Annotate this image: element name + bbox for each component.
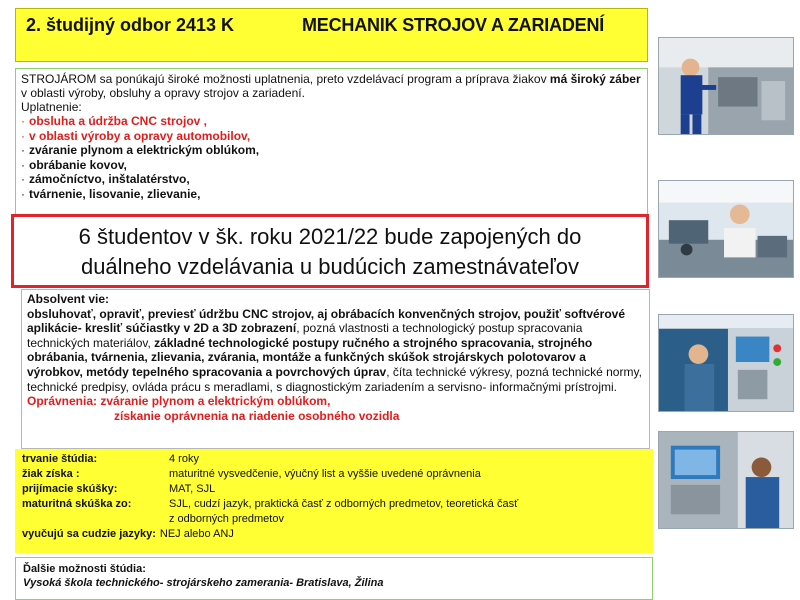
list-item: · zváranie plynom a elektrickým oblúkom, <box>21 143 260 158</box>
photo-control-panel <box>658 314 794 412</box>
graduate-section <box>21 289 650 449</box>
photo-workshop-student <box>658 180 794 278</box>
uplatnenie-label: Uplatnenie: <box>21 100 82 114</box>
photo-engineer-machine <box>658 431 794 529</box>
program-number: 2. študijný odbor 2413 K <box>26 15 235 35</box>
dual-line-2: duálneho vzdelávania u budúcich zamestnávateľov <box>80 254 580 279</box>
photo-cnc-operator <box>658 37 794 135</box>
dual-education-banner <box>11 214 649 288</box>
program-name: MECHANIK STROJOV A ZARIADENÍ <box>302 15 605 35</box>
info-row: vyučujú sa cudzie jazyky: NEJ alebo ANJ <box>22 528 234 540</box>
graduate-heading: Absolvent vie: <box>27 292 110 306</box>
intro-section <box>15 68 648 216</box>
intro-text: STROJÁROM sa ponúkajú široké možnosti uplatnenia, preto vzdelávací program a príprava žiakov má široký záber v oblasti výroby, obsluhy a opravy strojov a zariadení. <box>21 72 641 100</box>
info-row: z odborných predmetov <box>169 513 284 525</box>
list-item: · obrábanie kovov, <box>21 157 127 172</box>
uplatnenie-list <box>21 114 642 202</box>
permissions-line-2: získanie oprávnenia na riadenie osobného vozidla <box>114 408 400 423</box>
further-study-section <box>15 557 653 600</box>
info-row: trvanie štúdia: 4 roky <box>22 453 199 465</box>
further-study-value: Vysoká škola technického- strojárskeho zamerania- Bratislava, Žilina <box>23 577 384 589</box>
info-row: prijímacie skúšky: MAT, SJL <box>22 483 216 495</box>
title-banner <box>15 8 648 62</box>
further-study-label: Ďalšie možnosti štúdia: <box>23 563 146 575</box>
study-info-section <box>15 449 653 553</box>
list-item: · tvárnenie, lisovanie, zlievanie, <box>21 186 201 201</box>
dual-line-1: 6 študentov v šk. roku 2021/22 bude zapojených do <box>78 224 582 249</box>
list-item: · zámočníctvo, inštalatérstvo, <box>21 172 190 187</box>
permissions-line-1: Oprávnenia: zváranie plynom a elektrickým oblúkom, <box>27 394 331 409</box>
graduate-text: obsluhovať, opraviť, previesť údržbu CNC strojov, aj obrábacích konvenčných strojov, použiť softvérové aplikácie- kresliť súčiastky v 2D a 3D zobrazení, pozná vlastnosti a technologický postup spracovania technických materiálov, základné technologické postupy ručného a strojného spracovania, strojného obrábania, tvárnenia, zlievania, zvárania, montáže a funkčných skúšok strojárskych polotovarov a výrobkov, metódy tepelného spracovania a povrchových úprav, číta technické výkresy, pozná technické normy, technické predpisy, ovláda prácu s meradlami, s diagnostickým zariadením a servisno- informačnými prístrojmi. <box>27 306 642 394</box>
info-row: žiak získa : maturitné vysvedčenie, výučný list a vyššie uvedené oprávnenia <box>22 468 481 480</box>
list-item: · obsluha a údržba CNC strojov , <box>21 114 208 128</box>
list-item: · v oblasti výroby a opravy automobilov, <box>21 128 251 143</box>
info-row: maturitná skúška zo: SJL, cudzí jazyk, praktická časť z odborných predmetov, teoretická časť <box>22 498 519 510</box>
